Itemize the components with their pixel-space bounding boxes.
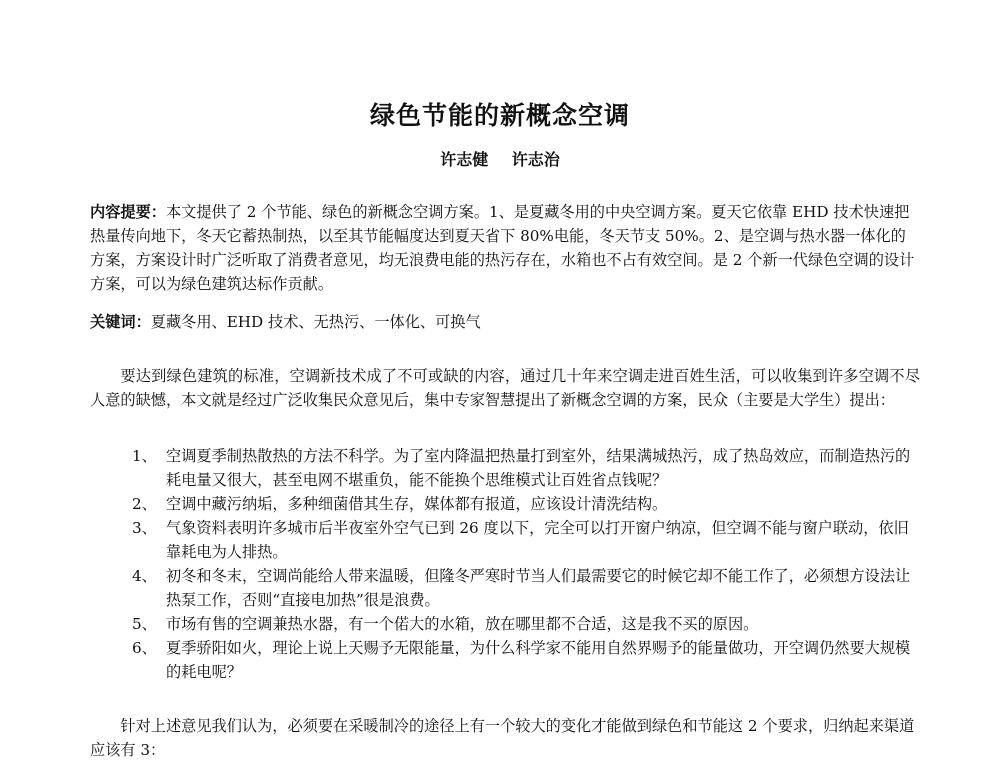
list-item-text: 空调夏季制热散热的方法不科学。为了室内降温把热量打到室外，结果满城热污，成了热岛效应，而制造热污的耗电量又很大，甚至电网不堪重负，能不能换个思维模式让百姓省点钱呢？ [166,447,911,489]
list-item-text: 夏季骄阳如火，理论上说上天赐予无限能量，为什么科学家不能用自然界赐予的能量做功，开空调仍然要大规模的耗电呢？ [166,639,911,681]
list-item-number: 4、 [132,567,157,585]
abstract-paragraph [90,200,920,296]
keywords-text: 夏藏冬用、EHD 技术、无热污、一体化、可换气 [150,313,481,331]
list-item-number: 6、 [132,639,157,657]
issue-list [132,444,922,684]
list-item-number: 3、 [132,519,157,537]
abstract-label: 内容提要： [90,203,166,221]
list-item-text: 市场有售的空调兼热水器，有一个偌大的水箱，放在哪里都不合适，这是我不买的原因。 [166,615,759,633]
keywords-label: 关键词： [90,313,151,331]
intro-paragraph: 要达到绿色建筑的标准，空调新技术成了不可或缺的内容，通过几十年来空调走进百姓生活，可以收集到许多空调不尽人意的缺憾，本文就是经过广泛收集民众意见后，集中专家智慧提出了新概念空调的方案，民众（主要是大学生）提出： [90,367,920,409]
author-name: 许志治 [511,150,560,169]
author-line [0,147,1000,170]
paper-title: 绿色节能的新概念空调 [369,101,630,130]
list-item [132,444,922,492]
list-item-number: 5、 [132,615,157,633]
list-item [132,564,922,612]
list-item-text: 初冬和冬末，空调尚能给人带来温暖，但隆冬严寒时节当人们最需要它的时候它却不能工作了，必须想方设法让热泵工作，否则“直接电加热”很是浪费。 [166,567,911,609]
list-item-number: 2、 [132,495,157,513]
abstract-text: 本文提供了 2 个节能、绿色的新概念空调方案。1、是夏藏冬用的中央空调方案。夏天它依靠 EHD 技术快速把热量传向地下，冬天它蓄热制热，以至其节能幅度达到夏天省下 80%电能，冬天节支 50%。2、是空调与热水器一体化的方案，方案设计时广泛听取了消费者意见，均无浪费电能的热污存在，水箱也不占有效空间。是 2 个新一代绿色空调的设计方案，可以为绿色建筑达标作贡献。 [90,203,915,293]
keywords-line [90,310,920,334]
list-item-text: 空调中藏污纳垢，多种细菌借其生存，媒体都有报道，应该设计清洗结构。 [166,495,668,513]
list-item-number: 1、 [132,447,157,465]
author-name: 许志健 [440,150,489,169]
list-item [132,516,922,564]
conclusion-paragraph: 针对上述意见我们认为，必须要在采暖制冷的途径上有一个较大的变化才能做到绿色和节能这 2 个要求，归纳起来渠道应该有 3： [90,717,915,759]
list-item [132,492,922,516]
list-item-text: 气象资料表明许多城市后半夜室外空气已到 26 度以下，完全可以打开窗户纳凉，但空调不能与窗户联动，依旧靠耗电为人排热。 [166,519,909,561]
list-item [132,612,922,636]
list-item [132,636,922,684]
